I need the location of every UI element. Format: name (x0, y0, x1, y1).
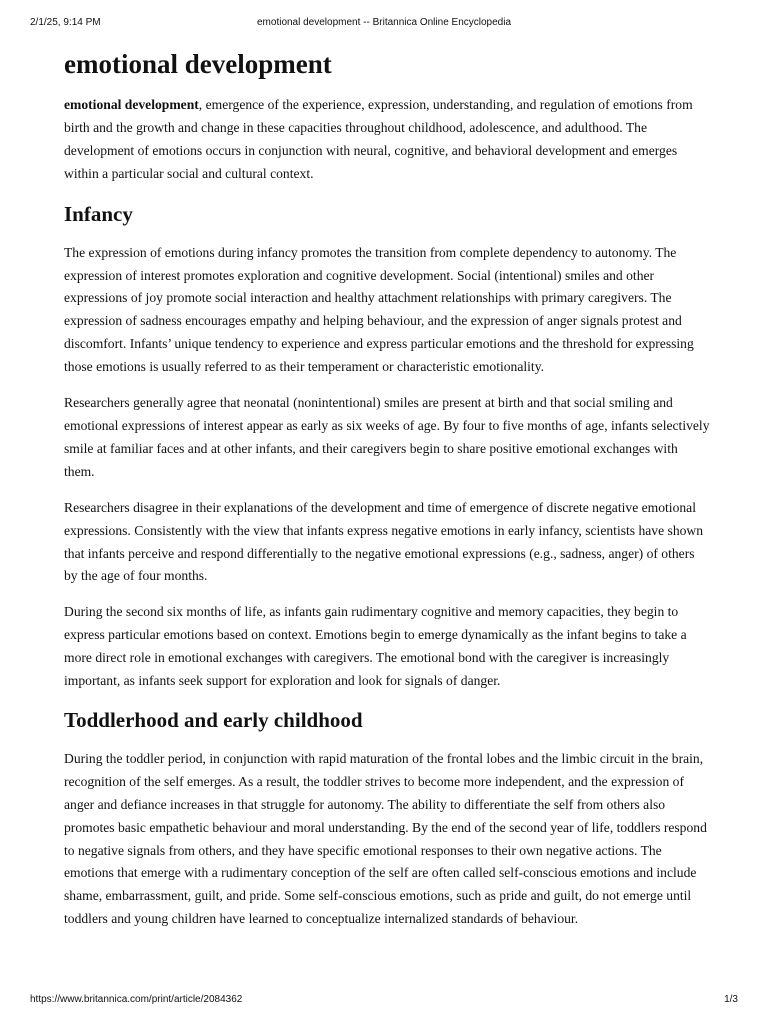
print-header (30, 17, 738, 31)
print-doc-title: emotional development -- Britannica Online Encyclopedia (256, 17, 512, 28)
section-heading-toddlerhood: Toddlerhood and early childhood (64, 707, 363, 732)
print-url[interactable]: https://www.britannica.com/print/article/2084362 (30, 994, 243, 1005)
print-date: 2/1/25, 9:14 PM (30, 17, 101, 28)
infancy-paragraph-1: The expression of emotions during infancy promotes the transition from complete dependency to autonomy. The expression of interest promotes exploration and cognitive development. Social (intentional) smiles and other expressions of joy promote social interaction and healthy attachment relationships with primary caregivers. The expression of sadness encourages empathy and helping behaviour, and the expression of anger signals protest and discomfort. Infants’ unique tendency to experience and express particular emotions and the threshold for expressing those emotions is usually referred to as their temperament or characteristic emotionality. (64, 244, 694, 375)
section-heading-infancy: Infancy (64, 201, 133, 226)
article-title: emotional development (64, 49, 332, 79)
toddlerhood-paragraph-1: During the toddler period, in conjunction with rapid maturation of the frontal lobes and the limbic circuit in the brain, recognition of the self emerges. As a result, the toddler strives to become more independent, and the expression of anger and defiance increases in that struggle for autonomy. The ability to differentiate the self from others also promotes basic empathetic behaviour and moral understanding. By the end of the second year of life, toddlers respond to negative signals from others, and they have specific emotional responses to their own negative actions. The emotions that emerge with a rudimentary conception of the self are often called self-conscious emotions and include shame, embarrassment, guilt, and pride. Some self-conscious emotions, such as pride and guilt, do not emerge until toddlers and young children have learned to conceptualize internalized standards of behaviour. (64, 750, 707, 927)
infancy-paragraph-2: Researchers generally agree that neonatal (nonintentional) smiles are present at birth and that social smiling and emotional expressions of interest appear as early as six weeks of age. By four to five months of age, infants selectively smile at familiar faces and at other infants, and their caregivers begin to share positive emotional exchanges with them. (64, 395, 710, 479)
infancy-paragraph-4: During the second six months of life, as infants gain rudimentary cognitive and memory capacities, they begin to express particular emotions based on context. Emotions begin to emerge dynamically as the infant begins to take a more direct role in emotional exchanges with caregivers. The emotional bond with the caregiver is increasingly important, as infants seek support for exploration and look for signals of danger. (64, 604, 687, 689)
print-footer (30, 994, 738, 1008)
article (64, 46, 710, 944)
infancy-paragraph-3: Researchers disagree in their explanations of the development and time of emergence of discrete negative emotional expressions. Consistently with the view that infants express negative emotions in early infancy, scientists have shown that infants perceive and respond differentially to the negative emotional expressions (e.g., sadness, anger) of others by the age of four months. (64, 499, 704, 584)
intro-text: , emergence of the experience, expression, understanding, and regulation of emotions from birth and the growth and change in these capacities throughout childhood, adolescence, and adulthood. The development of emotions occurs in conjunction with neural, cognitive, and behavioral development and emerges within a particular social and cultural context. (64, 97, 693, 181)
page-number: 1/3 (724, 994, 738, 1005)
intro-term: emotional development (64, 97, 199, 112)
intro-paragraph (64, 94, 710, 186)
